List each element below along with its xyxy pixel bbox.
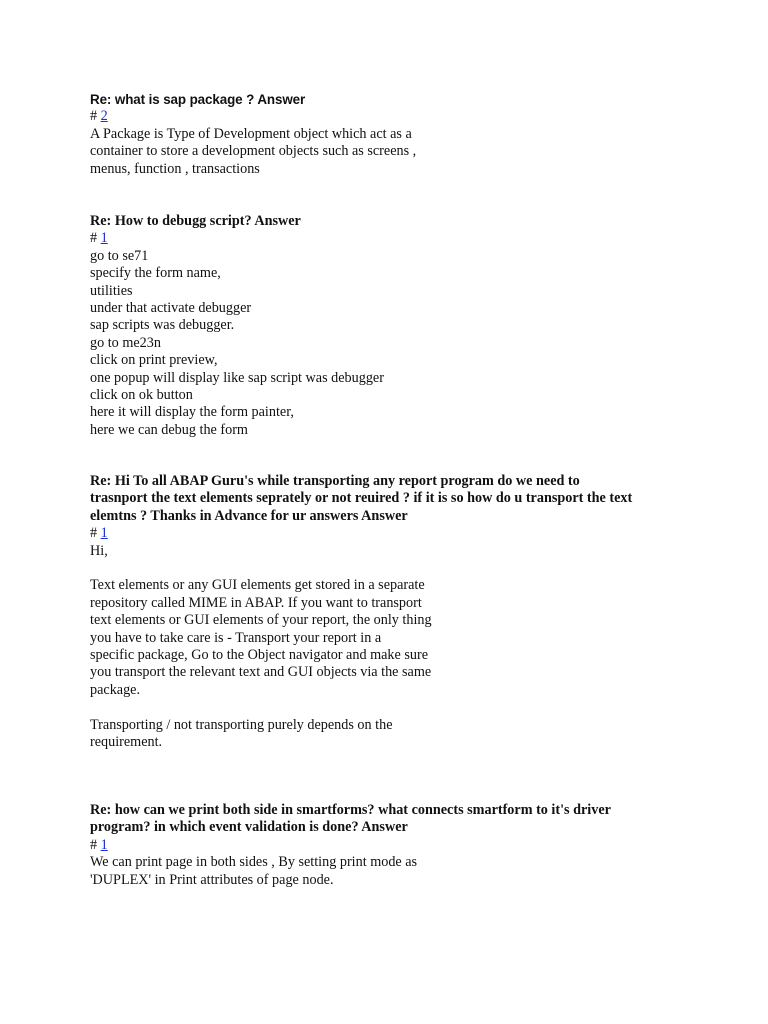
question-title: Re: what is sap package ? Answer: [90, 92, 306, 107]
answer-line: Transporting / not transporting purely depends on the: [90, 716, 393, 733]
answer-line: repository called MIME in ABAP. If you want to transport: [90, 594, 422, 611]
answer-line: specify the form name,: [90, 265, 221, 282]
answer-line: 'DUPLEX' in Print attributes of page node.: [90, 871, 334, 888]
answer-body: [90, 126, 470, 178]
answer-number-link[interactable]: 2: [100, 108, 108, 125]
hash-label: #: [90, 836, 101, 853]
answer-number-line: [90, 230, 690, 247]
answer-line: We can print page in both sides , By setting print mode as: [90, 854, 418, 871]
qa-entry-3: [90, 473, 690, 751]
answer-line: go to me23n: [90, 334, 161, 351]
blank-line: [90, 560, 470, 577]
hash-label: #: [90, 230, 101, 247]
answer-body: [90, 543, 470, 752]
answer-line: container to store a development objects such as screens ,: [90, 143, 417, 160]
answer-line: Hi,: [90, 542, 108, 559]
answer-number-link[interactable]: 1: [100, 525, 108, 542]
answer-number-line: [90, 837, 690, 854]
answer-line: requirement.: [90, 734, 163, 751]
answer-line: you transport the relevant text and GUI objects via the same: [90, 664, 432, 681]
answer-line: specific package, Go to the Object navigator and make sure: [90, 647, 428, 664]
qa-entry-1: [90, 91, 690, 178]
answer-number-line: [90, 525, 690, 542]
qa-entry-4: [90, 802, 690, 889]
hash-label: #: [90, 108, 101, 125]
question-title-line: trasnport the text elements seprately or not reuired ? if it is so how do u transport the text: [90, 490, 633, 507]
blank-line: [90, 699, 470, 716]
qa-entry-2: [90, 213, 690, 439]
answer-line: under that activate debugger: [90, 300, 252, 317]
question-title-line: program? in which event validation is done? Answer: [90, 819, 408, 836]
answer-line: you have to take care is - Transport your report in a: [90, 629, 382, 646]
answer-line: here we can debug the form: [90, 421, 248, 438]
answer-line: click on ok button: [90, 387, 193, 404]
answer-line: go to se71: [90, 247, 149, 264]
answer-number-link[interactable]: 1: [100, 230, 108, 247]
answer-line: here it will display the form painter,: [90, 404, 294, 421]
answer-line: utilities: [90, 282, 133, 299]
question-title: Re: How to debugg script? Answer: [90, 213, 301, 229]
answer-line: menus, function , transactions: [90, 160, 260, 177]
answer-number-link[interactable]: 1: [100, 836, 108, 853]
answer-line: A Package is Type of Development object which act as a: [90, 125, 412, 142]
question-title-line: Re: Hi To all ABAP Guru's while transporting any report program do we need to: [90, 473, 580, 489]
answer-line: Text elements or any GUI elements get stored in a separate: [90, 577, 425, 594]
answer-number-line: [90, 108, 690, 125]
hash-label: #: [90, 525, 101, 542]
answer-line: text elements or GUI elements of your report, the only thing: [90, 612, 432, 629]
answer-body: [90, 854, 470, 889]
answer-body: [90, 248, 470, 439]
answer-line: one popup will display like sap script was debugger: [90, 369, 384, 386]
question-title-line: elemtns ? Thanks in Advance for ur answers Answer: [90, 507, 408, 524]
answer-line: sap scripts was debugger.: [90, 317, 235, 334]
question-title-line: Re: how can we print both side in smartforms? what connects smartform to it's driver: [90, 802, 611, 818]
answer-line: click on print preview,: [90, 352, 218, 369]
answer-line: package.: [90, 681, 141, 698]
